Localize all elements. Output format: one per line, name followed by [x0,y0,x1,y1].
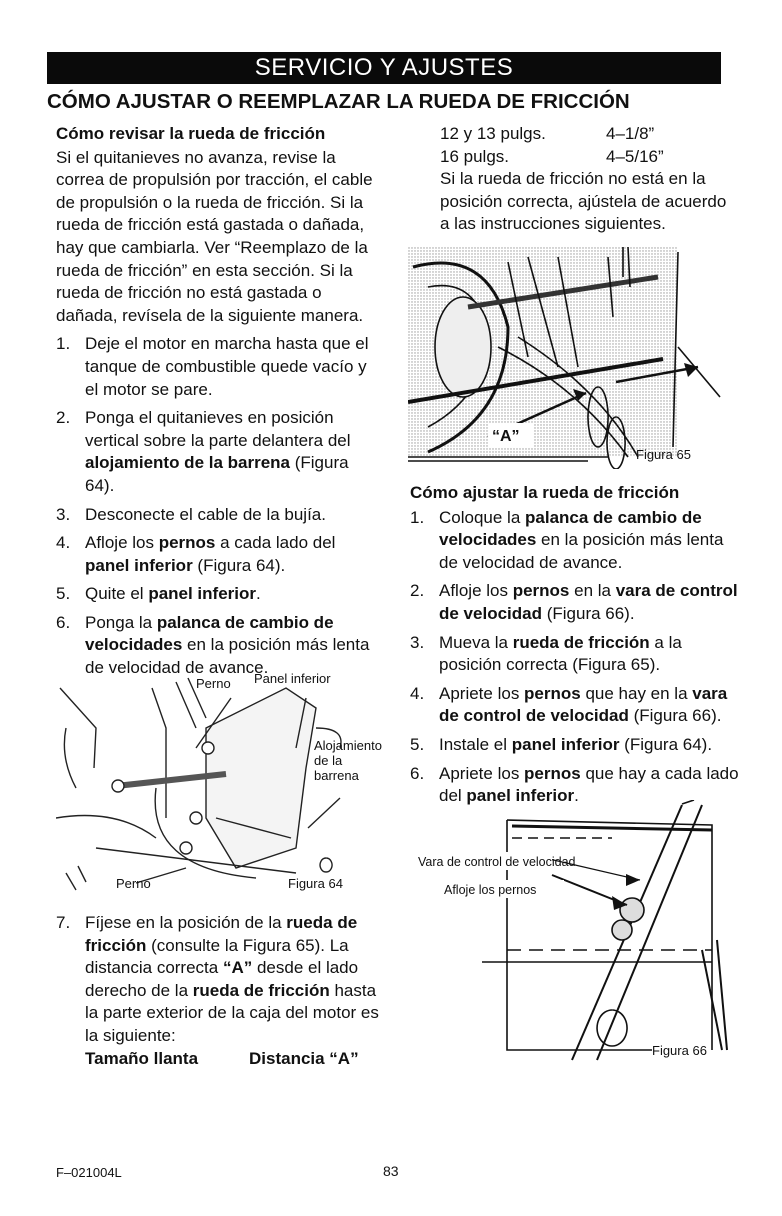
figure-66 [412,800,732,1062]
step-text: Mueva la [439,632,513,652]
left-column [56,123,381,680]
step-text: Apriete los [439,763,525,783]
check-subhead: Cómo revisar la rueda de fricción [56,124,326,143]
step-text: Fíjese en la posición de la [85,913,287,932]
step-bold: panel inferior [466,786,575,806]
step-text: (Figura 64). [192,555,286,575]
step-number: 7. [56,913,71,932]
table-head-distance: Distancia “A” [249,1048,359,1068]
step-text: hasta la parte exterior de la caja del motor es la siguiente: [85,980,379,1045]
step-text: Quite el [85,584,149,604]
step-number: 2. [56,408,71,428]
step-text: que hay en la [580,683,693,703]
right-column [440,123,740,236]
table-row [440,123,740,146]
table-cell-size: 12 y 13 pulgs. [440,124,546,143]
step-number: 6. [410,763,425,783]
step-number: 2. [410,581,425,601]
list-item [410,683,740,728]
step-text: (Figura 66). [628,706,722,726]
step-number: 5. [410,734,425,754]
fig66-afloje-label: Afloje los pernos [444,883,537,897]
step-text: Ponga el quitanieves en posición vertical sobre la parte delantera del [85,408,351,450]
step-bold: panel inferior [85,555,193,575]
section-banner: SERVICIO Y AJUSTES [47,52,721,84]
step-number: 4. [56,533,71,553]
list-item [56,583,381,606]
list-item [56,912,381,1070]
step-text: Afloje los [439,581,513,601]
list-item [410,580,740,625]
page-number: 83 [383,1163,399,1179]
step-text: (consulte la Figura 65). La distancia correcta [85,935,349,978]
step-text: Afloje los [85,533,159,553]
figure-65 [408,247,728,469]
step-text: Coloque la [439,507,526,527]
fig65-a-label: “A” [492,428,520,445]
step-number: 1. [410,507,425,527]
adjust-note: Si la rueda de fricción no está en la posición correcta, ajústela de acuerdo a las instrucciones siguientes. [440,169,727,234]
footer-code: F–021004L [56,1165,122,1180]
step-text: (Figura 66). [541,603,635,623]
step-bold: rueda de fricción [512,632,650,652]
step-bold: pernos [524,683,581,703]
step-text: (Figura 64). [619,734,713,754]
figure-64 [56,668,386,900]
list-item [56,532,381,577]
step-text: Deje el motor en marcha hasta que el tanque de combustible quede vacío y el motor se pare. [85,334,369,399]
fig64-perno-top: Perno [196,676,231,691]
step-text: Apriete los [439,683,525,703]
fig66-vara-label: Vara de control de velocidad [418,855,576,869]
fig64-alojamiento-label: Alojamiento de la barrena [314,738,382,783]
step-text: . [256,584,261,604]
step-bold: palanca de cambio de velocidades [439,507,702,550]
step-text: en la [569,581,616,601]
fig64-panel-label: Panel inferior [254,671,331,686]
table-cell-size: 16 pulgs. [440,146,509,166]
step-bold: vara de control de velocidad [439,683,728,726]
step-text: (Figura 64). [85,453,349,495]
step-number: 6. [56,612,71,632]
fig66-caption: Figura 66 [652,1043,707,1058]
step-bold: panel inferior [511,734,620,754]
step-number: 3. [56,504,71,524]
table-header [85,1048,381,1071]
fig65-caption: Figura 65 [636,447,691,462]
step-bold: rueda de fricción [192,980,330,1000]
step-number: 5. [56,584,71,604]
step-number: 4. [410,683,425,703]
step-7-block [56,912,381,1070]
step-bold: panel inferior [148,584,256,604]
fig64-perno-bottom: Perno [116,876,151,891]
table-cell-distance: 4–5/16” [606,146,664,166]
list-item [56,333,381,401]
check-intro: Si el quitanieves no avanza, revise la correa de propulsión por tracción, el cable de propulsión o la rueda de fricción. Si la rueda de fricción está gastada o dañada, hay que cambiarla. Ver “Reemplazo de la rueda de fricción” en esta sección. Si la rueda de fricción no está gastada o dañada, revísela de la siguiente manera. [56,147,373,325]
step-text: Ponga la [85,612,157,632]
step-text: a cada lado del [215,533,336,553]
list-item [410,507,740,575]
list-item [56,407,381,497]
step-text: en la posición más lenta de velocidad de avance. [85,635,370,678]
step-text: a la posición correcta (Figura 65). [439,632,682,675]
adjust-section [410,482,740,808]
adjust-subhead: Cómo ajustar la rueda de fricción [410,483,680,502]
step-bold: rueda de fricción [85,913,358,955]
step-text: desde el lado derecho de la [85,958,359,1000]
step-bold: pernos [158,533,216,553]
step-text: . [574,786,579,806]
table-cell-distance: 4–1/8” [606,124,655,143]
table-head-size: Tamaño llanta [85,1048,199,1068]
list-item [410,632,740,677]
step-bold: “A” [222,958,253,978]
step-number: 3. [410,632,425,652]
step-text: Desconecte el cable de la bujía. [85,504,326,524]
page-title: CÓMO AJUSTAR O REEMPLAZAR LA RUEDA DE FRICCIÓN [47,90,630,113]
step-text: Instale el [439,734,512,754]
step-number: 1. [56,334,71,354]
step-bold: vara de control de velocidad [439,581,738,623]
table-row [440,146,740,169]
step-text: que hay a cada lado del [439,763,739,806]
step-bold: alojamiento de la barrena [85,453,291,473]
fig64-caption: Figura 64 [288,876,343,891]
step-bold: pernos [524,763,581,783]
step-bold: palanca de cambio de velocidades [85,612,334,655]
list-item [410,734,740,757]
step-bold: pernos [512,581,570,601]
list-item [56,504,381,527]
step-text: en la posición más lenta de velocidad de avance. [439,530,724,572]
